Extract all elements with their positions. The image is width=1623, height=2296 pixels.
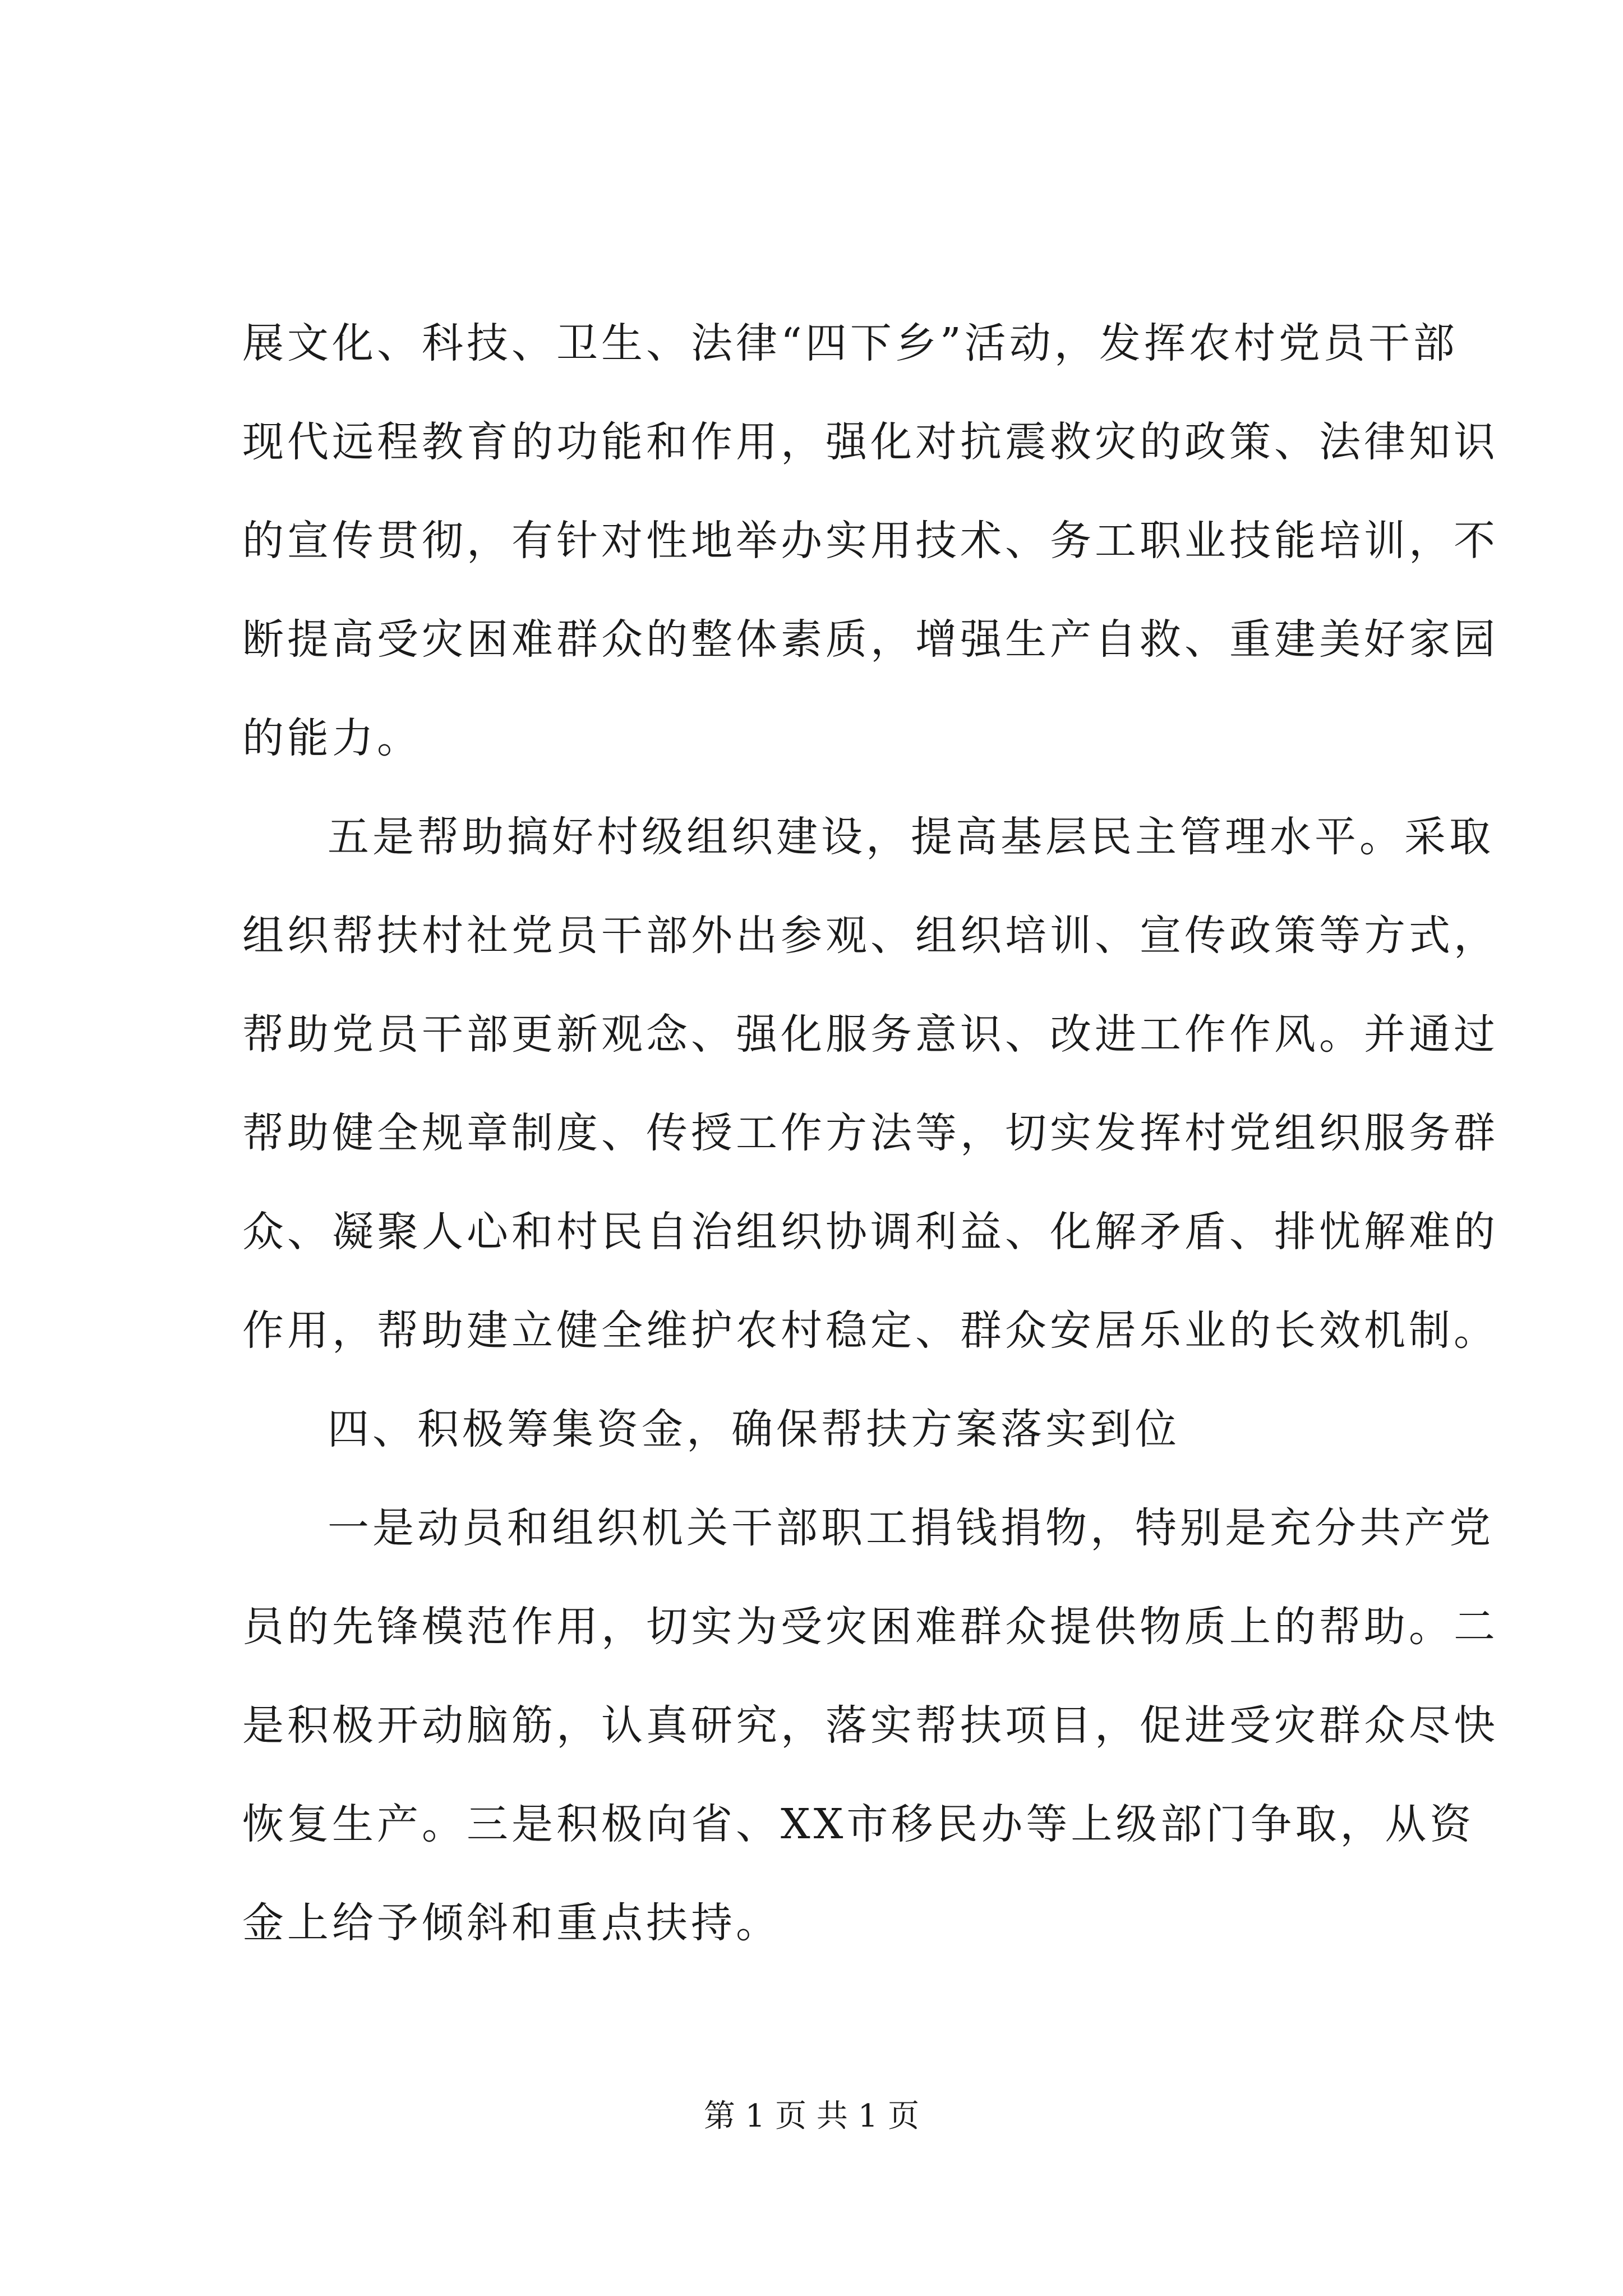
body-line: 众 、 凝 聚 人 心 和 村 民 自 治 组 织 协 调 利 益 、 化 解 矛 盾 、 排 忧 解 难 的 — [242, 1208, 1498, 1256]
body-line: 恢 复 生 产 。 三 是 积 极 向 省 、 X X 市 移 民 办 等 上 级 部 门 争 取 ， 从 资 — [242, 1800, 1475, 1848]
page-number-footer: 第 1 页 共 1 页 — [703, 2098, 920, 2134]
paragraph-first-line: 五是帮助搞好村级组织建设，提高基层民主管理水平。采取 — [328, 813, 1494, 861]
document-body — [242, 294, 1498, 1972]
body-line: 金上给予倾斜和重点扶持。 — [242, 1899, 781, 1947]
body-line: 帮 助 健 全 规 章 制 度 、 传 授 工 作 方 法 等 ， 切 实 发 挥 村 党 组 织 服 务 群 — [242, 1109, 1498, 1157]
body-line: 作用，帮助建立健全维护农村稳定、群众安居乐业的长效机制。 — [242, 1306, 1498, 1355]
body-line: 组 织 帮 扶 村 社 党 员 干 部 外 出 参 观 、 组 织 培 训 、 宣 传 政 策 等 方 式 ， — [242, 912, 1498, 960]
body-line: 展 文 化 、 科 技 、 卫 生 、 法 律 “ 四 下 乡 ” 活 动 ， 发 挥 农 村 党 员 干 部 — [242, 319, 1458, 367]
section-heading: 四、积极筹集资金，确保帮扶方案落实到位 — [328, 1405, 1180, 1453]
body-line: 的 宣 传 贯 彻 ， 有 针 对 性 地 举 办 实 用 技 术 、 务 工 职 业 技 能 培 训 ， 不 — [242, 517, 1498, 565]
body-line: 现 代 远 程 教 育 的 功 能 和 作 用 ， 强 化 对 抗 震 救 灾 的 政 策 、 法 律 知 识 — [242, 418, 1498, 466]
body-line: 的能力。 — [242, 714, 422, 762]
body-line: 帮 助 党 员 干 部 更 新 观 念 、 强 化 服 务 意 识 、 改 进 工 作 作 风 。 并 通 过 — [242, 1010, 1498, 1059]
body-line: 是 积 极 开 动 脑 筋 ， 认 真 研 究 ， 落 实 帮 扶 项 目 ， 促 进 受 灾 群 众 尽 快 — [242, 1701, 1498, 1750]
paragraph-first-line: 一是动员和组织机关干部职工捐钱捐物，特别是充分共产党 — [328, 1504, 1494, 1552]
body-line: 断 提 高 受 灾 困 难 群 众 的 整 体 素 质 ， 增 强 生 产 自 救 、 重 建 美 好 家 园 — [242, 615, 1498, 664]
body-line: 员 的 先 锋 模 范 作 用 ， 切 实 为 受 灾 困 难 群 众 提 供 物 质 上 的 帮 助 。 二 — [242, 1603, 1498, 1651]
